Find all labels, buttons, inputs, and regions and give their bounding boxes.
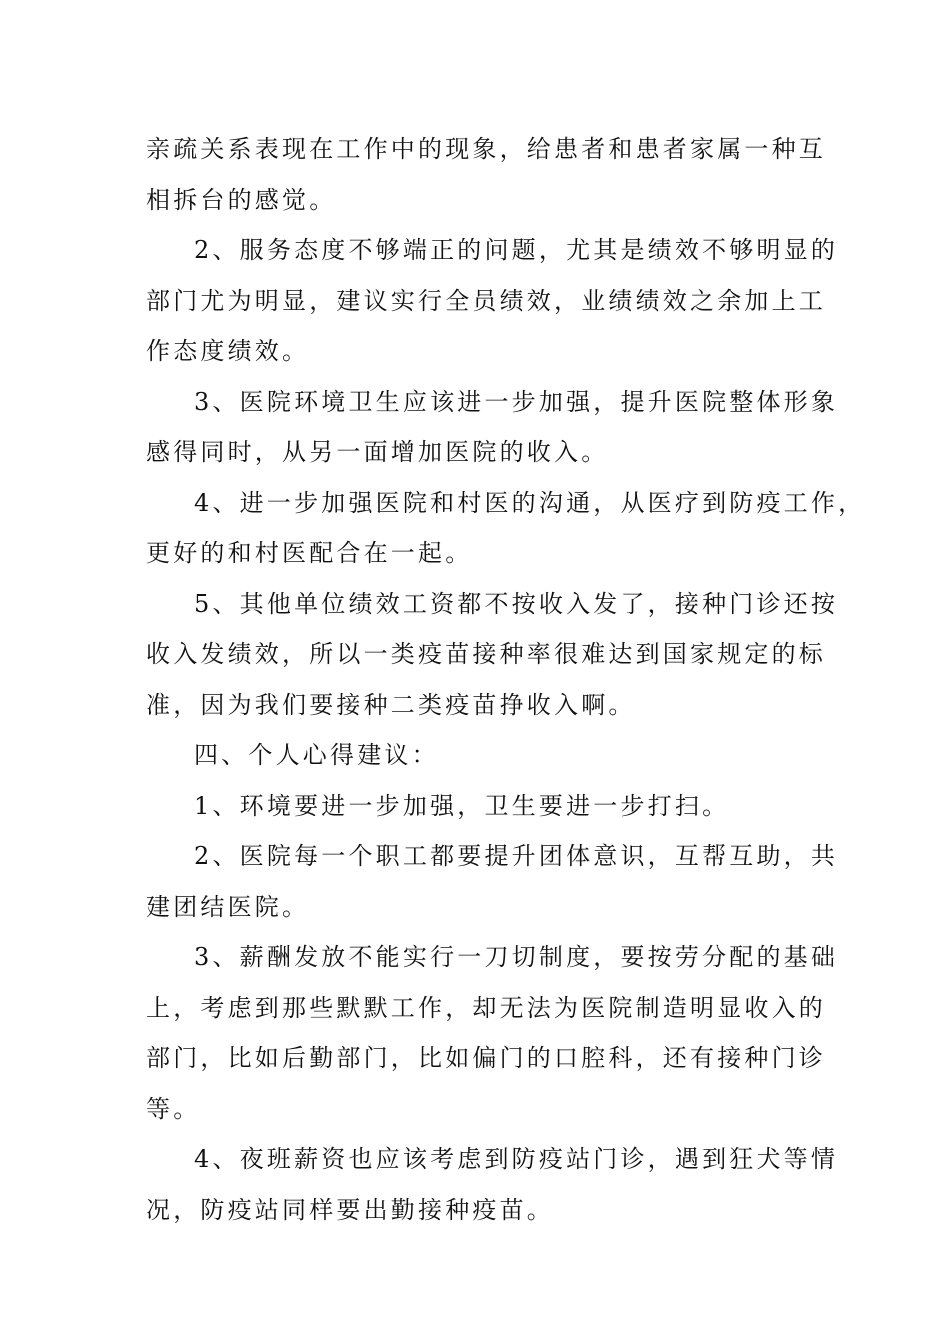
section-heading: 四、个人心得建议： <box>194 741 439 769</box>
text-line: 准，因为我们要接种二类疫苗挣收入啊。 <box>146 690 636 719</box>
paragraph-start: 3、薪酬发放不能实行一刀切制度，要按劳分配的基础 <box>194 943 839 971</box>
paragraph-start: 4、进一步加强医院和村医的沟通，从医疗到防疫工作， <box>194 488 866 517</box>
paragraph-start: 1、环境要进一步加强，卫生要进一步打扫。 <box>194 791 730 820</box>
text-line: 况，防疫站同样要出勤接种疫苗。 <box>146 1195 554 1224</box>
text-line: 等。 <box>146 1094 201 1123</box>
paragraph-start: 3、医院环境卫生应该进一步加强，提升医院整体形象 <box>194 387 839 416</box>
text-line: 相拆台的感觉。 <box>146 185 337 214</box>
text-line: 建团结医院。 <box>146 892 310 921</box>
paragraph-start: 2、服务态度不够端正的问题，尤其是绩效不够明显的 <box>194 236 839 264</box>
paragraph-start: 5、其他单位绩效工资都不按收入发了，接种门诊还按 <box>194 589 839 618</box>
text-line: 部门，比如后勤部门，比如偏门的口腔科，还有接种门诊 <box>146 1044 826 1072</box>
text-line: 部门尤为明显，建议实行全员绩效，业绩绩效之余加上工 <box>146 286 826 315</box>
paragraph-start: 4、夜班薪资也应该考虑到防疫站门诊，遇到狂犬等情 <box>194 1145 839 1173</box>
text-line: 亲疏关系表现在工作中的现象，给患者和患者家属一种互 <box>146 135 826 163</box>
text-line: 上，考虑到那些默默工作，却无法为医院制造明显收入的 <box>146 993 826 1022</box>
text-line: 感得同时，从另一面增加医院的收入。 <box>146 438 609 466</box>
text-line: 更好的和村医配合在一起。 <box>146 539 473 567</box>
text-line: 作态度绩效。 <box>146 337 310 365</box>
text-line: 收入发绩效，所以一类疫苗接种率很难达到国家规定的标 <box>146 640 826 668</box>
paragraph-start: 2、医院每一个职工都要提升团体意识，互帮互助，共 <box>194 842 839 870</box>
document-body <box>146 124 866 1235</box>
